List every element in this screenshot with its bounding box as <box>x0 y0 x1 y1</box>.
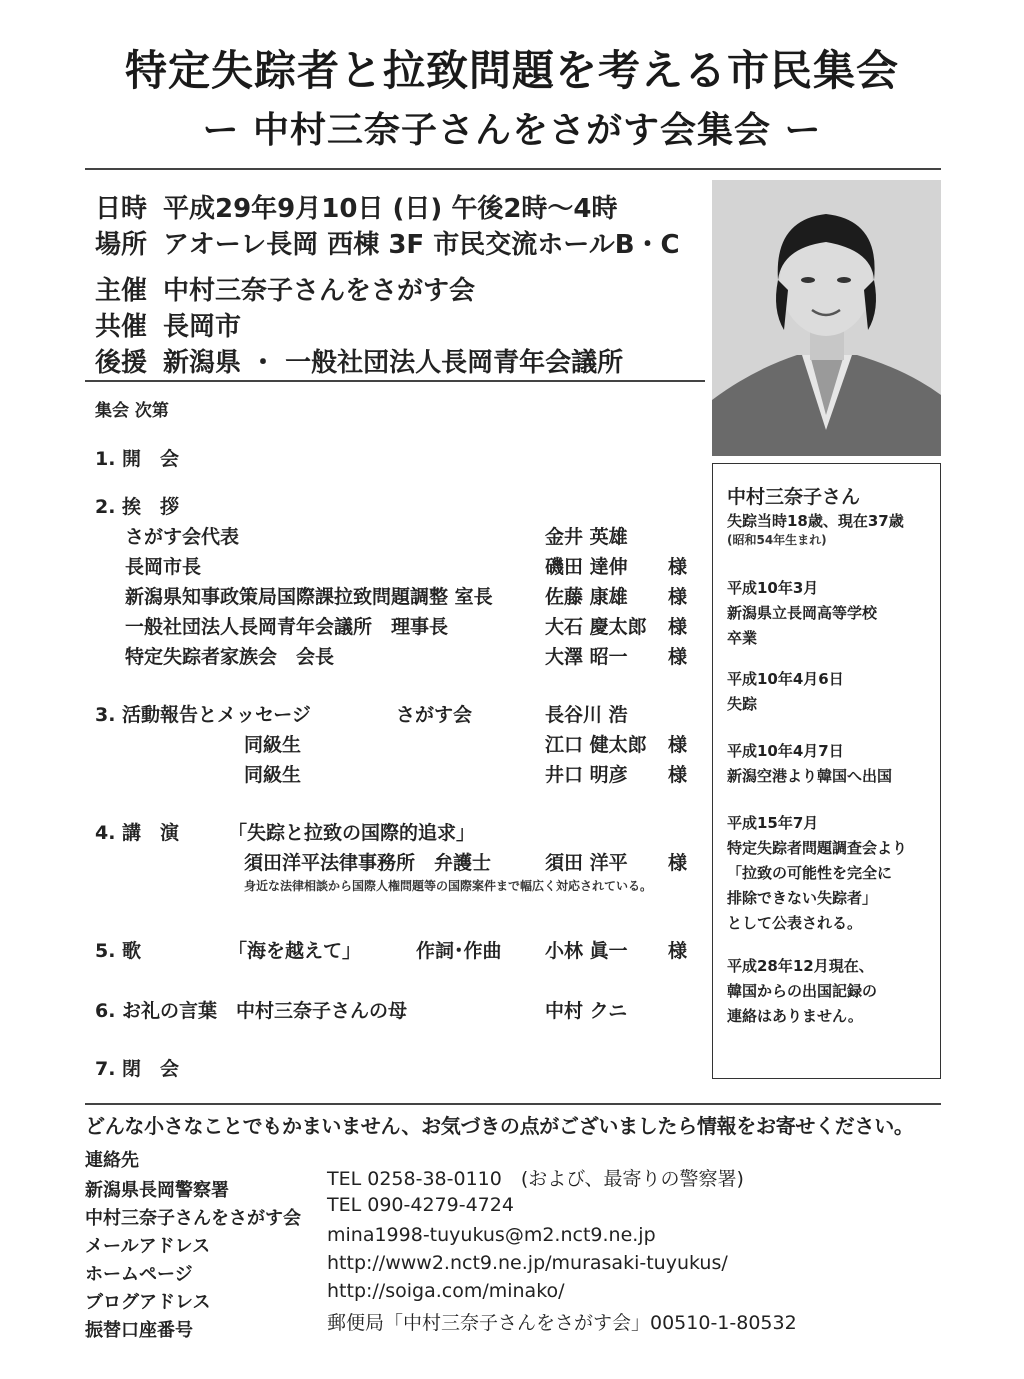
greeting-role: 一般社団法人長岡青年会議所 理事長 <box>125 616 449 638</box>
contact-postal-account: 郵便局「中村三奈子さんをさがす会」00510-1-80532 <box>327 1312 797 1334</box>
bio-event-missing: 平成10年4月6日 失踪 <box>727 670 844 713</box>
program-item-thanks: 6. お礼の言葉 <box>95 1000 218 1022</box>
contact-label-police: 新潟県長岡警察署 <box>85 1180 229 1201</box>
info-appeal: どんな小さなことでもかまいません、お気づきの点がございましたら情報をお寄せください。 <box>85 1114 914 1138</box>
bio-box <box>712 463 941 1079</box>
report-role: 同級生 <box>244 734 302 756</box>
info-venue: 場所 アオーレ長岡 西棟 3F 市民交流ホールB・C <box>95 230 680 260</box>
program-item-greeting: 2. 挨 拶 <box>95 496 180 518</box>
program-item-lecture: 4. 講 演 <box>95 822 180 844</box>
lecture-speaker: 須田 洋平 <box>545 852 628 874</box>
greeting-role: 特定失踪者家族会 会長 <box>125 646 335 668</box>
greeting-role: 長岡市長 <box>125 556 202 578</box>
program-item-song: 5. 歌 <box>95 940 142 962</box>
report-honorific: 様 <box>668 734 688 756</box>
bio-birth: (昭和54年生まれ) <box>727 533 827 547</box>
portrait-photo <box>712 180 941 456</box>
program-item-report: 3. 活動報告とメッセージ <box>95 704 311 726</box>
contact-label-homepage: ホームページ <box>85 1264 193 1285</box>
portrait-illustration <box>712 180 941 456</box>
sub-title: ー 中村三奈子さんをさがす会集会 ー <box>202 110 822 151</box>
info-organizer: 主催 中村三奈子さんをさがす会 <box>95 276 476 306</box>
lecture-note: 身近な法律相談から国際人権問題等の国際案件まで幅広く対応されている。 <box>244 879 653 893</box>
bio-event-announcement: 平成15年7月 特定失踪者問題調査会より 「拉致の可能性を完全に 排除できない失踪者」 として公表される。 <box>727 814 908 932</box>
contact-blog-link[interactable]: http://soiga.com/minako/ <box>327 1280 565 1302</box>
bio-event-departure: 平成10年4月7日 新潟空港より韓国へ出国 <box>727 742 893 785</box>
program-item-open: 1. 開 会 <box>95 448 180 470</box>
contact-label-group: 中村三奈子さんをさがす会 <box>85 1208 301 1229</box>
report-name: 長谷川 浩 <box>545 704 628 726</box>
contact-group-tel: TEL 090-4279-4724 <box>327 1194 514 1216</box>
program-heading: 集会 次第 <box>95 401 169 421</box>
greeting-name: 佐藤 康雄 <box>545 586 628 608</box>
contact-heading: 連絡先 <box>85 1150 139 1171</box>
lecture-affiliation: 須田洋平法律事務所 弁護士 <box>244 852 492 874</box>
info-co-host: 共催 長岡市 <box>95 312 242 342</box>
report-role: 同級生 <box>244 764 302 786</box>
report-name: 江口 健太郎 <box>545 734 647 756</box>
greeting-name: 大石 慶太郎 <box>545 616 647 638</box>
report-name: 井口 明彦 <box>545 764 628 786</box>
greeting-name: 磯田 達伸 <box>545 556 628 578</box>
contact-label-blog: ブログアドレス <box>85 1292 211 1313</box>
bio-age: 失踪当時18歳、現在37歳 <box>727 512 904 530</box>
song-role: 作詞･作曲 <box>416 940 502 962</box>
greeting-honorific: 様 <box>668 586 688 608</box>
contact-police-tel: TEL 0258-38-0110 (および、最寄りの警察署) <box>327 1168 744 1190</box>
greeting-honorific: 様 <box>668 616 688 638</box>
lecture-honorific: 様 <box>668 852 688 874</box>
contact-label-account: 振替口座番号 <box>85 1320 193 1341</box>
info-divider <box>85 380 705 382</box>
thanks-who: 中村三奈子さんの母 <box>236 1000 408 1022</box>
greeting-name: 大澤 昭一 <box>545 646 628 668</box>
greeting-name: 金井 英雄 <box>545 526 628 548</box>
info-datetime: 日時 平成29年9月10日 (日) 午後2時～4時 <box>95 194 618 224</box>
bio-name: 中村三奈子さん <box>727 486 861 508</box>
song-title: 「海を越えて」 <box>228 940 362 962</box>
song-honorific: 様 <box>668 940 688 962</box>
song-composer: 小林 眞一 <box>545 940 628 962</box>
report-org: さがす会 <box>396 704 473 726</box>
greeting-honorific: 様 <box>668 556 688 578</box>
main-title: 特定失踪者と拉致問題を考える市民集会 <box>124 46 899 95</box>
contact-label-email: メールアドレス <box>85 1236 211 1257</box>
bio-event-graduation: 平成10年3月 新潟県立長岡高等学校 卒業 <box>727 579 878 647</box>
footer-divider <box>85 1103 941 1105</box>
contact-homepage-link[interactable]: http://www2.nct9.ne.jp/murasaki-tuyukus/ <box>327 1252 728 1274</box>
bio-event-status: 平成28年12月現在、 韓国からの出国記録の 連絡はありません。 <box>727 957 878 1025</box>
thanks-name: 中村 クニ <box>545 1000 628 1022</box>
contact-email[interactable]: mina1998-tuyukus@m2.nct9.ne.jp <box>327 1224 656 1246</box>
greeting-role: 新潟県知事政策局国際課拉致問題調整 室長 <box>125 586 493 608</box>
greeting-honorific: 様 <box>668 646 688 668</box>
report-honorific: 様 <box>668 764 688 786</box>
info-sponsor: 後援 新潟県 ・ 一般社団法人長岡青年会議所 <box>95 348 624 378</box>
program-item-close: 7. 閉 会 <box>95 1058 180 1080</box>
top-divider <box>85 168 941 170</box>
greeting-role: さがす会代表 <box>125 526 240 548</box>
lecture-title: 「失踪と拉致の国際的追求」 <box>228 822 476 844</box>
